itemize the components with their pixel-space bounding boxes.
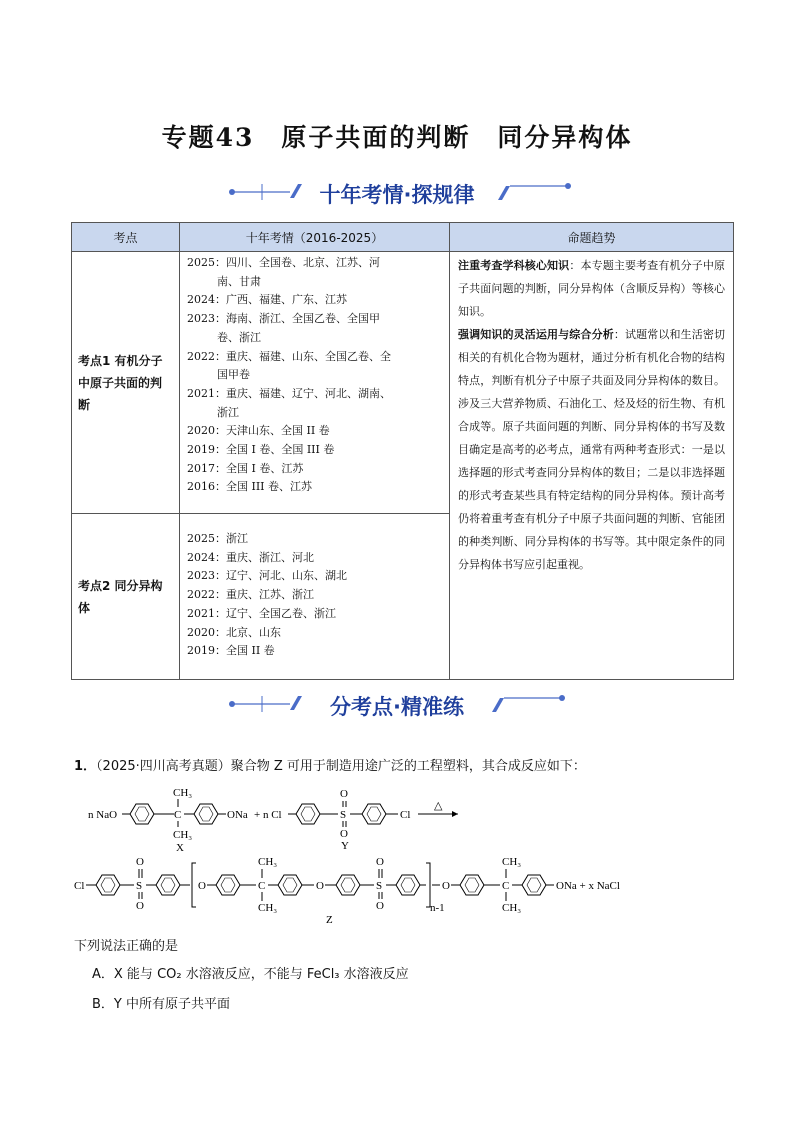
label-z: Z xyxy=(326,914,333,926)
product-tail: ONa + x NaCl xyxy=(556,880,620,892)
question-stem: 下列说法正确的是 xyxy=(74,939,179,954)
trend-heading-2: 强调知识的灵活运用与综合分析 xyxy=(458,328,614,341)
methyl-label: CH₃ xyxy=(502,856,522,868)
years-cell-1 xyxy=(180,252,450,514)
year-line: 国甲卷 xyxy=(217,368,250,382)
methyl-label: CH₃ xyxy=(258,856,278,868)
heat-symbol: △ xyxy=(434,800,443,812)
chlorine-atom: Cl xyxy=(74,880,85,892)
label-y: Y xyxy=(341,840,349,852)
section-title-2: 分考点·精准练 xyxy=(330,695,464,719)
methyl-label: CH₃ xyxy=(502,902,522,914)
benzene-ring-icon xyxy=(156,875,180,895)
oxygen-atom: O xyxy=(340,828,348,840)
benzene-ring-icon xyxy=(396,875,420,895)
year-line: 南、甘肃 xyxy=(217,274,261,288)
benzene-ring-icon xyxy=(460,875,484,895)
year-line: 2017：全国 I 卷、江苏 xyxy=(187,461,304,475)
year-line: 2021：辽宁、全国乙卷、浙江 xyxy=(187,606,336,620)
oxygen-atom: O xyxy=(136,856,144,868)
question-1 xyxy=(74,755,734,774)
benzene-ring-icon xyxy=(216,875,240,895)
header-topic: 考点 xyxy=(72,223,180,252)
year-line: 2025：浙江 xyxy=(187,532,248,545)
exam-topics-table xyxy=(71,222,734,680)
carbon-atom: C xyxy=(174,809,182,821)
carbon-atom: C xyxy=(258,880,266,892)
option-b[interactable]: B．Y 中所有原子共平面 xyxy=(92,997,230,1012)
reagent-y-prefix: + n Cl xyxy=(254,809,282,821)
question-number: 1． xyxy=(74,759,97,774)
methyl-label: CH₃ xyxy=(173,829,193,841)
option-a[interactable]: A．X 能与 CO₂ 水溶液反应，不能与 FeCl₃ 水溶液反应 xyxy=(92,967,409,982)
year-line: 2019：全国 II 卷 xyxy=(187,644,275,658)
oxygen-atom: O xyxy=(376,856,384,868)
year-line: 2025：四川、全国卷、北京、江苏、河 xyxy=(187,256,380,269)
sulfur-atom: S xyxy=(136,880,143,892)
oxygen-atom: O xyxy=(316,880,324,892)
year-line: 卷、浙江 xyxy=(217,330,261,344)
year-line: 2023：辽宁、河北、山东、湖北 xyxy=(187,569,347,583)
year-line: 2020：北京、山东 xyxy=(187,625,281,639)
sulfur-atom: S xyxy=(340,809,347,821)
year-line: 2021：重庆、福建、辽宁、河北、湖南、 xyxy=(187,386,391,400)
year-line: 2022：重庆、福建、山东、全国乙卷、全 xyxy=(187,349,391,363)
benzene-ring-icon xyxy=(296,804,320,824)
oxygen-atom: O xyxy=(136,900,144,912)
label-x: X xyxy=(176,842,184,854)
question-text: 聚合物 Z 可用于制造用途广泛的工程塑料，其合成反应如下： xyxy=(230,759,586,774)
right-bracket-icon xyxy=(426,863,430,907)
header-years: 十年考情（2016-2025） xyxy=(180,223,450,252)
topic-cell-2: 考点2 同分异构体 xyxy=(72,514,180,680)
year-line: 2016：全国 III 卷、江苏 xyxy=(187,480,313,494)
carbon-atom: C xyxy=(502,880,510,892)
year-line: 2024：广西、福建、广东、江苏 xyxy=(187,293,347,307)
benzene-ring-icon xyxy=(194,804,218,824)
oxygen-atom: O xyxy=(198,880,206,892)
benzene-ring-icon xyxy=(336,875,360,895)
benzene-ring-icon xyxy=(130,804,154,824)
benzene-ring-icon xyxy=(362,804,386,824)
ona-label: ONa xyxy=(227,809,248,821)
page-title: 专题43 原子共面的判断 同分异构体 xyxy=(161,123,633,152)
years-cell-2 xyxy=(180,514,450,680)
benzene-ring-icon xyxy=(522,875,546,895)
table-row xyxy=(72,252,734,514)
benzene-ring-icon xyxy=(96,875,120,895)
repeat-count: n-1 xyxy=(430,902,445,914)
methyl-label: CH₃ xyxy=(173,787,193,799)
section-banner-2 xyxy=(0,684,794,724)
methyl-label: CH₃ xyxy=(258,902,278,914)
trend-heading-1: 注重考查学科核心知识 xyxy=(458,259,570,272)
section-title-1: 十年考情·探规律 xyxy=(319,183,475,207)
section-banner-1 xyxy=(0,172,794,212)
year-line: 2019：全国 I 卷、全国 III 卷 xyxy=(187,443,335,457)
chlorine-atom: Cl xyxy=(400,809,411,821)
oxygen-atom: O xyxy=(376,900,384,912)
trend-text-2: ：试题常以和生活密切相关的有机化合物为题材，通过分析有机化合物的结构特点，判断有机分子中原子共面及同分异构体的数目。涉及三大营养物质、石油化工、烃及烃的衍生物、有机合成等。原子共面问题的判断、同分异构体的书写及数目确定是高考的必考点，通常有两种考查形式：一是以选择题的形式考查同分异构体的数目；二是以非选择题的形式考查某些具有特定结构的同分异构体。预计高考仍将着重考查有机分子中原子共面问题的判断、官能团的种类判断、同分异构体的书写等。其中限定条件的同分异构体书写应引起重视。 xyxy=(458,328,726,571)
sulfur-atom: S xyxy=(376,880,383,892)
arrow-head-icon xyxy=(452,811,458,817)
year-line: 2024：重庆、浙江、河北 xyxy=(187,550,314,564)
oxygen-atom: O xyxy=(442,880,450,892)
year-line: 2022：重庆、江苏、浙江 xyxy=(187,588,314,602)
trend-cell xyxy=(450,252,734,680)
question-source: （2025·四川高考真题） xyxy=(96,759,231,774)
oxygen-atom: O xyxy=(340,788,348,800)
reaction-scheme xyxy=(70,783,670,928)
benzene-ring-icon xyxy=(278,875,302,895)
year-line: 2020：天津山东、全国 II 卷 xyxy=(187,424,330,438)
year-line: 浙江 xyxy=(217,405,239,419)
trend-text-1: ：本专题主要考查有机分子中原子共面问题的判断，同分异构体（含顺反异构）等核心知识。 xyxy=(458,259,726,318)
table-header-row xyxy=(72,223,734,252)
left-bracket-icon xyxy=(192,863,196,907)
reagent-x-prefix: n NaO xyxy=(88,809,118,821)
topic-cell-1: 考点1 有机分子中原子共面的判断 xyxy=(72,252,180,514)
header-trend: 命题趋势 xyxy=(450,223,734,252)
year-line: 2023：海南、浙江、全国乙卷、全国甲 xyxy=(187,312,380,326)
